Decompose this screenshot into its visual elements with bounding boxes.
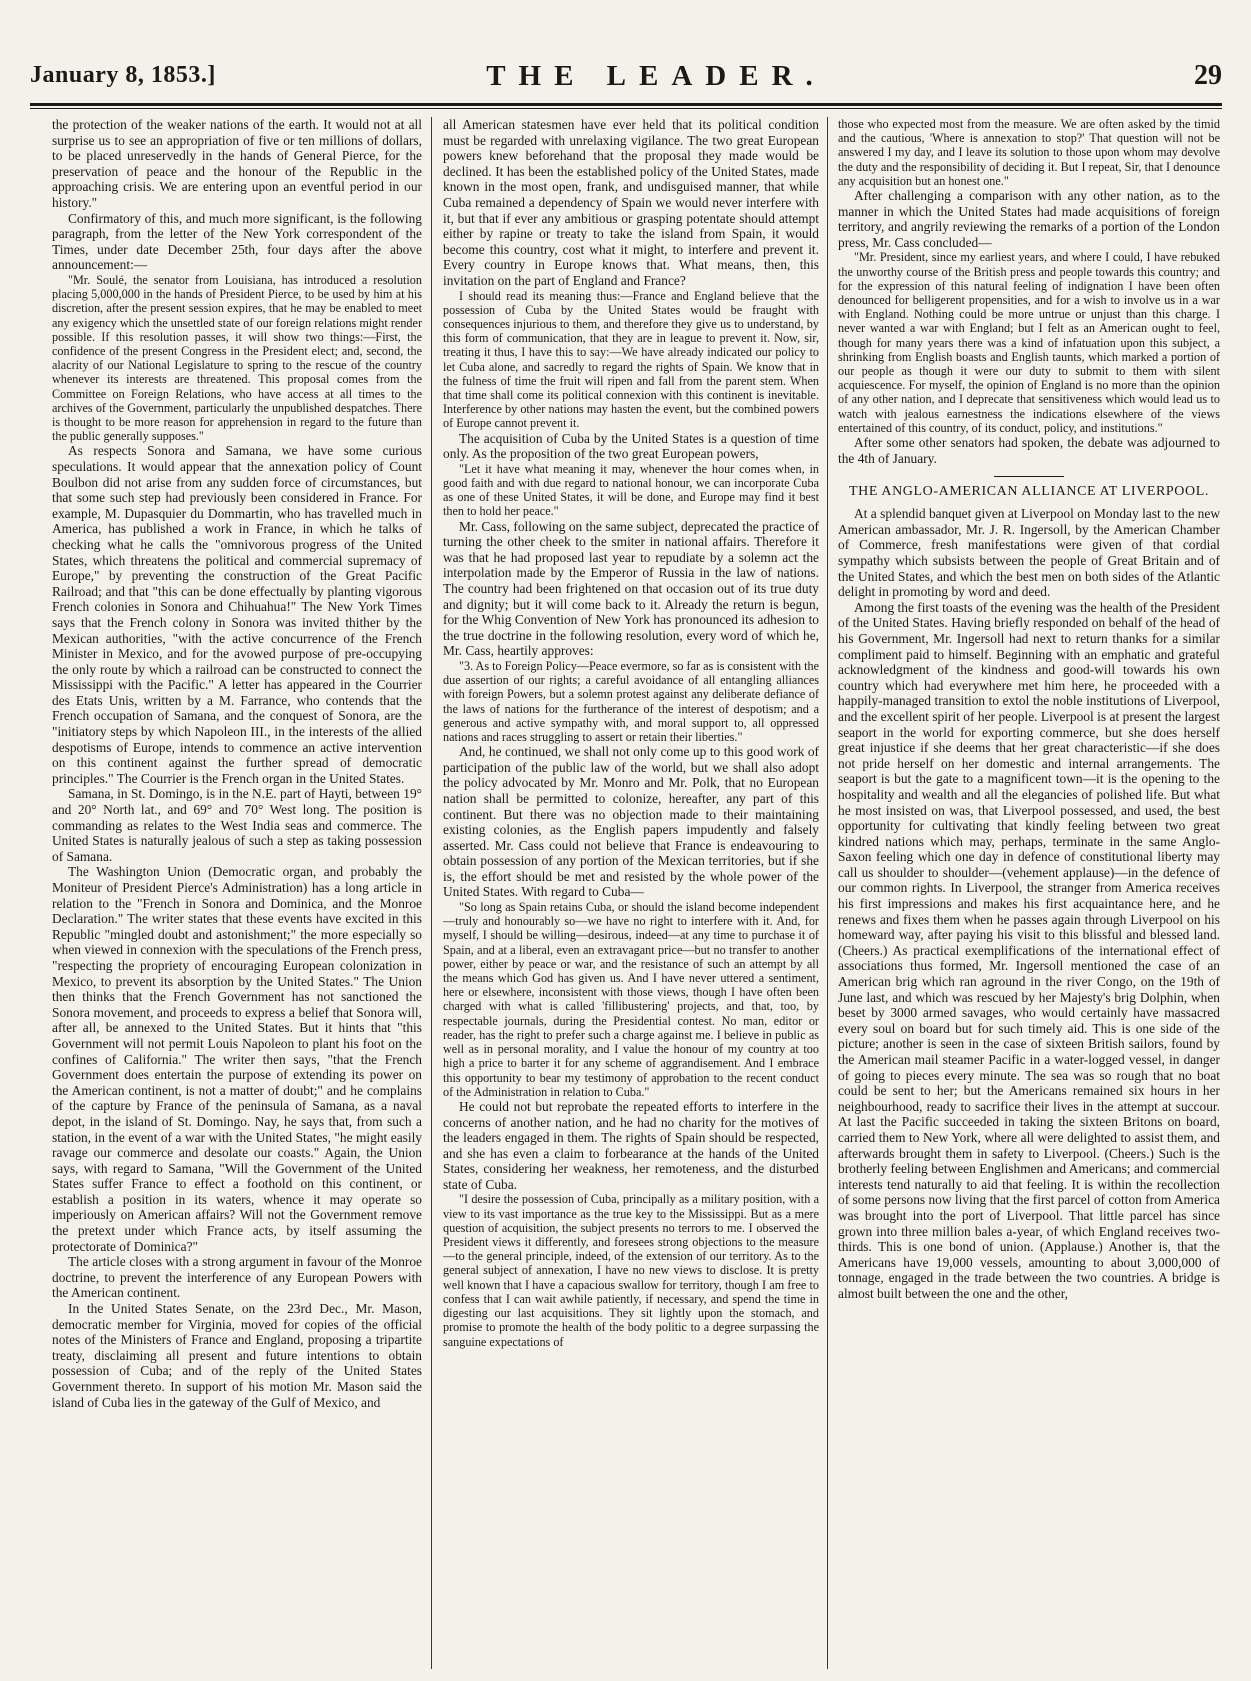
paragraph: the protection of the weaker nations of the earth. It would not at all surprise us to see an appropriation of five or ten millions of dollars, to be placed unreservedly in the hands of General Pierce, for the preservation of peace and the honour of the Republic in the approaching crisis. We are entering upon an eventful period in our history." (52, 117, 422, 210)
quotation: those who expected most from the measure. We are often asked by the timid and the cautious, 'Where is annexation to stop?' That question will not be answered I my day, and I leave its solution to those upon whom may devolve the duty and the responsibility of deciding it. But I repeat, Sir, that I denounce any acquisition but an honest one." (838, 117, 1220, 188)
quotation: "Mr. President, since my earliest years, and where I could, I have rebuked the unworthy course of the British press and people towards this country; and for the expression of this natural feeling of indignation I have been often denounced for belligerent propensities, and for a wish to involve us in a war with England. Nothing could be more untrue or unjust than this charge. I never wanted a war with England; but I felt as an American ought to feel, though for many years there was a kind of infatuation upon this subject, a shrinking from English boasts and English taunts, which marked a portion of our people as though it were our duty to submit to them with silent acquiescence. For myself, the opinion of England is no more than the opinion of any other nation, and I deprecate that sensitiveness which would lead us to watch with jealous earnestness the indications elsewhere of the views entertained of this country, of its conduct, policy, and institutions." (838, 250, 1220, 435)
column-divider (827, 117, 828, 1669)
column-3 (838, 117, 1220, 1672)
paragraph: The acquisition of Cuba by the United States is a question of time only. As the proposition of the two great European powers, (443, 430, 819, 462)
quotation: I should read its meaning thus:—France and England believe that the possession of Cuba by the United States would be fraught with consequences injurious to them, and therefore they give us to understand, by this form of communication, that they are in league to prevent it. Now, sir, treating it thus, I have this to say:—We have already indicated our policy to let Cuba alone, and sacredly to regard the rights of Spain. We know that in the fulness of time the fruit will ripen and fall from the parent stem. When that time shall come its political connexion with this continent is inevitable. Interference by other nations may hasten the event, but the combined powers of Europe cannot prevent it. (443, 288, 819, 431)
paragraph: At a splendid banquet given at Liverpool on Monday last to the new American ambassador, Mr. J. R. Ingersoll, by the American Chamber of Commerce, fresh manifestations were given of that cordial sympathy which subsists between the people of Great Britain and of the United States, and which the best men on both sides of the Atlantic delight in promoting by word and deed. (838, 506, 1220, 600)
header-rule (30, 103, 1222, 106)
quotation: "Let it have what meaning it may, whenever the hour comes when, in good faith and with due regard to national honour, we can incorporate Cuba as one of these United States, it will be done, and Europe may find it best then to hold her peace." (443, 461, 819, 519)
paragraph: The article closes with a strong argument in favour of the Monroe doctrine, to prevent the interference of any European Powers with the American continent. (52, 1254, 422, 1301)
quotation: "3. As to Foreign Policy—Peace evermore, so far as is consistent with the due assertion of our rights; a careful avoidance of all entangling alliances with foreign Powers, but a solemn protest against any deliberate defiance of the laws of nations for the furtherance of the interest of despotism; and a generous and active sympathy with, and moral support to, all oppressed nations and races struggling to assert or retain their liberties." (443, 658, 819, 744)
paragraph: Confirmatory of this, and much more significant, is the following paragraph, from the letter of the New York correspondent of the Times, under date December 25th, four days after the above announcement:— (52, 210, 422, 273)
issue-date: January 8, 1853.] (30, 62, 216, 88)
paragraph: The Washington Union (Democratic organ, and probably the Moniteur of President Pierce's Administration) has a long article in relation to the "French in Sonora and Dominica, and the Monroe Declaration." The writer states that these events have excited in this Republic "mingled doubt and astonishment;" the more especially so when viewed in connexion with the speculations of the French press, "respecting the propriety of encouraging European colonization in Mexico, to prevent its absorption by the United States." The Union then thinks that the French Government has not sanctioned the Sonora movement, and proceeds to express a belief that Sonora will, after all, be annexed to the United States. But it hints that "this Government will not permit Louis Napoleon to plant his foot on the confines of California." The writer then says, "that the French Government does entertain the purpose of extending its power on the American continent, is not a matter of doubt;" and he complains of the capture by France of the peninsula of Samana, as a naval depot, in the island of St. Domingo. Nay, he says that, from such a station, in the event of a war with the United States, "he might easily ravage our commerce and desolate our coasts." Again, the Union says, with regard to Samana, "Will the Government of the United States suffer France to effect a foothold on this continent, or establish a position in its waters, whence it may operate so imperiously on American affairs? Will not the Government remove the pretext under which France acts, by itself assuming the protectorate of Dominica?" (52, 864, 422, 1254)
column-divider (431, 117, 432, 1669)
quotation: "So long as Spain retains Cuba, or should the island become independent—truly and honourably so—we have no right to interfere with it. And, for myself, I should be willing—desirous, indeed—at any time to purchase it of Spain, and at a liberal, even an extravagant price—but no transfer to another power, either by peace or war, and the resistance of such an attempt by all the means which God has given us. And I have never uttered a sentiment, here or elsewhere, inconsistent with those views, though I have often been charged with what is called 'fillibustering' projects, and that, too, by respectable journals, during the Presidential contest. No man, editor or reader, has the right to prefer such a charge against me. I believe in public as well as in personal morality, and I value the honour of my country at too high a price to barter it for any scheme of aggrandisement. And I embrace this opportunity to bear my testimony of approbation to the recent conduct of the Administration in relation to Cuba." (443, 900, 819, 1099)
article-heading (838, 476, 1220, 500)
paragraph: And, he continued, we shall not only come up to this good work of participation of the public law of the world, but we shall also adopt the policy advocated by Mr. Monro and Mr. Polk, that no European nation shall be permitted to colonize, hereafter, any part of this continent. But there was no objection made to their maintaining existing colonies, as the English papers impudently and falsely asserted. Mr. Cass could not believe that France is endeavouring to obtain possession of any portion of the Mexican territories, but if she is, the effort should be met and resisted by the whole power of the United States. With regard to Cuba— (443, 744, 819, 900)
article-heading-text: THE ANGLO-AMERICAN ALLIANCE AT LIVERPOOL. (849, 484, 1209, 500)
paragraph: After some other senators had spoken, the debate was adjourned to the 4th of January. (838, 435, 1220, 466)
paragraph: Among the first toasts of the evening was the health of the President of the United States. Having briefly responded on behalf of the head of his Government, Mr. Ingersoll had next to return thanks for a similar compliment paid to himself. Beginning with an emphatic and grateful acknowledgment of the kindness and good-will towards his own country which had everywhere met him here, he proceeded with a happily-managed transition to extol the noble institutions of Liverpool, and the excellent spirit of her people. Liverpool is at present the largest seaport in the world for exporting commerce, but she does herself great injustice if she deems that her great characteristic—if she does not pride herself on her domestic and internal arrangements. The seaport is but the gate to a magnificent town—it is the opening to the hospitality and wealth and all the elegancies of polished life. But what he most insisted on was, that Liverpool possessed, and used, the best opportunity for cultivating that kindly feeling between two great kindred nations which may, perhaps, terminate in the same Anglo-Saxon feeling which one day in defence of constitutional liberty may call us shoulder to shoulder—(vehement applause)—in the defence of our common rights. In Liverpool, the stranger from America receives his first impressions and makes his first acquaintance here, and he renews and fixes them when he passes again through Liverpool on his homeward way, after paying his visit to this blissful and blessed land. (Cheers.) As practical exemplifications of the international effect of associations thus formed, Mr. Ingersoll mentioned the case of an American brig which ran aground in the river Congo, on the 19th of June last, and which was rescued by her Majesty's brig Dolphin, when beset by 3000 armed savages, who would certainly have massacred every soul on board but for such timely aid. This is one side of the picture; another is seen in the case of sixteen British sailors, found by the American mail steamer Pacific in a water-logged vessel, in danger of going to pieces every minute. The sea was so rough that no boat could be sent to her; but the Americans remained six hours in her neighbourhood, ready to sacrifice their lives in the attempt at succour. At last the Pacific succeeded in taking the sixteen Britons on board, carried them to New York, where all were delighted to assist them, and afterwards brought them in safety to Liverpool. (Cheers.) Such is the brotherly feeling between Englishmen and Americans; and commercial interests tend naturally to aid that feeling. It is within the recollection of some persons now living that the first parcel of cotton from America was brought into the port of Liverpool. That little parcel has since grown into three million bales a-year, of which England receives two-thirds. This is one bond of union. (Applause.) Another is, that the Americans have 19,000 vessels, amounting to about 3,000,000 of tonnage, engaged in the trade between the two countries. A bridge is almost built between the one and the other, (838, 599, 1220, 1301)
masthead (30, 58, 1222, 98)
heading-rule (994, 476, 1064, 477)
paragraph: After challenging a comparison with any other nation, as to the manner in which the United States had made acquisitions of foreign territory, and angrily reviewing the remarks of a portion of the London press, Mr. Cass concluded— (838, 188, 1220, 250)
paragraph: all American statesmen have ever held that its political condition must be regarded with unrelaxing vigilance. The two great European powers knew beforehand that the proposal they made would be declined. It has been the established policy of the United States, made known in the most open, frank, and undisguised manner, that while Cuba remained a dependency of Spain we would never interfere with it, but that if ever any ambitious or grasping potentate should attempt either by rapine or treaty to take the island from Spain, it would become this country, cost what it might, to interfere and prevent it. Every country in Europe knows that. What means, then, this invitation on the part of England and France? (443, 117, 819, 288)
quotation: "Mr. Soulé, the senator from Louisiana, has introduced a resolution placing 5,000,000 in the hands of President Pierce, to be used by him at his discretion, after the present session expires, that he may be enabled to meet any exigency which the unsettled state of our foreign relations might render possible. If this resolution passes, it will show two things:—First, the confidence of the present Congress in the President elect; and, second, the alacrity of our National Legislature to spring to the rescue of the country whenever its interests are threatened. This proposal comes from the Committee on Foreign Relations, who have access at all times to the archives of the Government, particularly the unpublished despatches. There is thought to be more reason for apprehension in regard to the future than the public generally supposes." (52, 272, 422, 444)
column-2 (443, 117, 819, 1672)
paragraph: He could not but reprobate the repeated efforts to interfere in the concerns of another nation, and he had no charity for the motives of the leaders engaged in them. The rights of Spain should be respected, and she has even a claim to forbearance at the hands of the United States, considering her weakness, her remoteness, and the disturbed state of Cuba. (443, 1098, 819, 1192)
paragraph: As respects Sonora and Samana, we have some curious speculations. It would appear that the annexation policy of Count Boulbon did not arise from any sudden force of circumstances, but that some such step had previously been considered in France. For example, M. Dupasquier du Dommartin, who has travelled much in America, has published a work in France, in which he talks of checking what he calls the "omnivorous progress of the United States, which threatens the political and commercial supremacy of Europe," by preventing the construction of the Great Pacific Railroad; and that "this can be done effectually by planting vigorous French colonies in Sonora and Chihuahua!" The New York Times says that the French colony in Sonora was invited thither by the Mexican authorities, "with the active concurrence of the French Minister in Mexico, and for the avowed purpose of pre-occupying the only route by which a railroad can be constructed to connect the Mississippi with the Pacific." A letter has appeared in the Courrier des Etats Unis, written by a M. Farrance, who contends that the French occupation of Samana, and the conquest of Sonora, are the "initiatory steps by which Napoleon III., in the interests of the allied despotisms of Europe, intends to commence an active intervention on this continent against the further spread of democratic principles." The Courrier is the French organ in the United States. (52, 443, 422, 786)
page-number: 29 (1194, 60, 1222, 91)
quotation: "I desire the possession of Cuba, principally as a military position, with a view to its vast importance as the true key to the Mississippi. But as a mere question of acquisition, the subject presents no terrors to me. I observed the President views it differently, and foresees strong objections to the measure—to the general principle, indeed, of the extension of our territory. As to the general subject of annexation, I have no new views to disclose. It is pretty well known that I have a capacious swallow for territory, though I am free to confess that I can wait awhile patiently, if necessary, and spend the time in digesting our last acquisitions. They sit lightly upon the stomach, and promise to promote the health of the body politic to a degree surpassing the sanguine expectations of (443, 1192, 819, 1349)
header-rule-thin (30, 108, 1222, 109)
newspaper-title: THE LEADER. (486, 60, 826, 92)
paragraph: Mr. Cass, following on the same subject, deprecated the practice of turning the other cheek to the smiter in national affairs. Therefore it was that he had proposed last year to repudiate by a solemn act the interpolation made by the Emperor of Russia in the law of nations. The country had been frightened on that occasion out of its true duty and dignity; but it will come back to it. Already the return is begun, for the Whig Convention of New York has pronounced its adhesion to the true doctrine in the following resolution, every word of which he, Mr. Cass, heartily approves: (443, 518, 819, 659)
paragraph: In the United States Senate, on the 23rd Dec., Mr. Mason, democratic member for Virginia, moved for copies of the official notes of the Ministers of France and England, proposing a tripartite treaty, disclaiming all present and future intentions to obtain possession of Cuba; and of the reply of the United States Government thereto. In support of his motion Mr. Mason said the island of Cuba lies in the gateway of the Gulf of Mexico, and (52, 1301, 422, 1410)
paragraph: Samana, in St. Domingo, is in the N.E. part of Hayti, between 19° and 20° North lat., and 69° and 70° West long. The position is commanding as relates to the West India seas and commerce. The United States is naturally jealous of such a step as taking possession of Samana. (52, 786, 422, 864)
column-1 (52, 117, 422, 1672)
